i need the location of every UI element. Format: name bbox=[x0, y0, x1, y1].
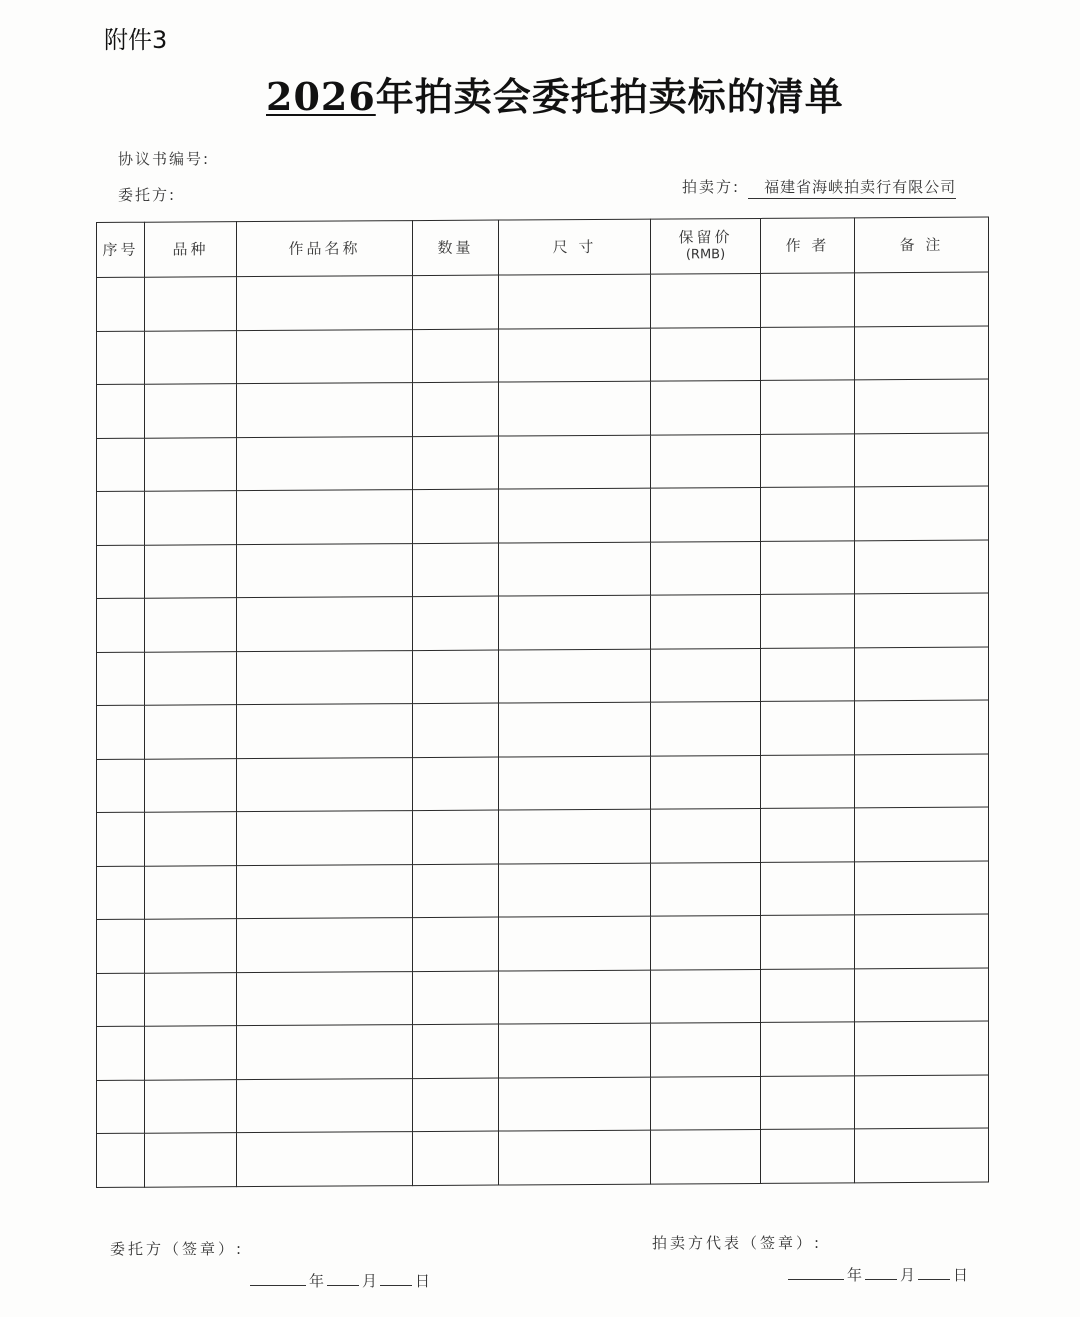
work-title-cell[interactable] bbox=[237, 383, 413, 438]
author-cell[interactable] bbox=[761, 273, 855, 327]
header-reserve-price-currency: (RMB) bbox=[685, 247, 726, 263]
work-title-cell[interactable] bbox=[237, 971, 413, 1026]
work-title-cell[interactable] bbox=[237, 276, 413, 331]
remarks-cell[interactable] bbox=[855, 433, 989, 487]
author-cell[interactable] bbox=[761, 861, 855, 915]
reserve-price-cell[interactable] bbox=[651, 327, 761, 381]
consignor-date-line bbox=[250, 1270, 433, 1291]
reserve-price-cell[interactable] bbox=[651, 862, 761, 916]
year-blank[interactable] bbox=[788, 1265, 844, 1280]
day-blank[interactable] bbox=[380, 1271, 412, 1286]
header-work-title: 作品名称 bbox=[237, 221, 413, 277]
serial-number-cell[interactable] bbox=[97, 759, 145, 813]
table-row bbox=[97, 272, 989, 331]
category-cell[interactable] bbox=[145, 491, 237, 545]
dimensions-cell[interactable] bbox=[499, 1077, 651, 1131]
dimensions-cell[interactable] bbox=[499, 595, 651, 649]
work-title-cell[interactable] bbox=[237, 490, 413, 545]
author-cell[interactable] bbox=[761, 647, 855, 701]
quantity-cell[interactable] bbox=[413, 1131, 499, 1185]
reserve-price-cell[interactable] bbox=[651, 434, 761, 488]
auctioneer-date-line bbox=[788, 1264, 971, 1285]
quantity-cell[interactable] bbox=[413, 810, 499, 864]
quantity-cell[interactable] bbox=[413, 596, 499, 650]
table-row bbox=[97, 861, 989, 920]
dimensions-cell[interactable] bbox=[499, 702, 651, 756]
category-cell[interactable] bbox=[145, 1026, 237, 1080]
remarks-cell[interactable] bbox=[855, 700, 989, 754]
quantity-cell[interactable] bbox=[413, 329, 499, 383]
serial-number-cell[interactable] bbox=[97, 331, 145, 385]
work-title-cell[interactable] bbox=[237, 329, 413, 384]
serial-number-cell[interactable] bbox=[97, 1080, 145, 1134]
author-cell[interactable] bbox=[761, 1075, 855, 1129]
serial-number-cell[interactable] bbox=[97, 438, 145, 492]
category-cell[interactable] bbox=[145, 544, 237, 598]
work-title-cell[interactable] bbox=[237, 1132, 413, 1187]
remarks-cell[interactable] bbox=[855, 486, 989, 540]
reserve-price-cell[interactable] bbox=[651, 1022, 761, 1076]
author-cell[interactable] bbox=[761, 1129, 855, 1183]
reserve-price-cell[interactable] bbox=[651, 648, 761, 702]
title-text: 年拍卖会委托拍卖标的清单 bbox=[375, 74, 844, 119]
serial-number-cell[interactable] bbox=[97, 973, 145, 1027]
reserve-price-cell[interactable] bbox=[651, 755, 761, 809]
quantity-cell[interactable] bbox=[413, 703, 499, 757]
serial-number-cell[interactable] bbox=[97, 1133, 145, 1187]
remarks-cell[interactable] bbox=[855, 272, 989, 326]
work-title-cell[interactable] bbox=[237, 597, 413, 652]
table-body bbox=[97, 272, 989, 1187]
category-cell[interactable] bbox=[145, 865, 237, 919]
category-cell[interactable] bbox=[145, 598, 237, 652]
quantity-cell[interactable] bbox=[413, 382, 499, 436]
serial-number-cell[interactable] bbox=[97, 545, 145, 599]
remarks-cell[interactable] bbox=[855, 807, 989, 861]
table-row bbox=[97, 700, 989, 759]
table-row bbox=[97, 326, 989, 385]
reserve-price-cell[interactable] bbox=[651, 915, 761, 969]
remarks-cell[interactable] bbox=[855, 647, 989, 701]
remarks-cell[interactable] bbox=[855, 914, 989, 968]
table-row bbox=[97, 807, 989, 866]
quantity-cell[interactable] bbox=[413, 917, 499, 971]
quantity-cell[interactable] bbox=[413, 757, 499, 811]
auctioneer-company-name: 福建省海峡拍卖行有限公司 bbox=[748, 176, 956, 199]
serial-number-cell[interactable] bbox=[97, 277, 145, 331]
dimensions-cell[interactable] bbox=[499, 809, 651, 863]
table-header-row bbox=[97, 217, 989, 277]
work-title-cell[interactable] bbox=[237, 918, 413, 973]
auctioneer-field bbox=[682, 176, 956, 199]
auctioneer-label: 拍卖方: bbox=[682, 178, 741, 196]
work-title-cell[interactable] bbox=[237, 704, 413, 759]
document-title bbox=[266, 66, 844, 121]
consignment-list-table bbox=[96, 217, 989, 1188]
category-cell[interactable] bbox=[145, 1133, 237, 1187]
quantity-cell[interactable] bbox=[413, 436, 499, 490]
author-cell[interactable] bbox=[761, 433, 855, 487]
month-unit: 月 bbox=[900, 1266, 916, 1284]
category-cell[interactable] bbox=[145, 972, 237, 1026]
work-title-cell[interactable] bbox=[237, 650, 413, 705]
agreement-number-label: 协议书编号: bbox=[118, 150, 211, 168]
consignor-label: 委托方: bbox=[118, 186, 177, 204]
dimensions-cell[interactable] bbox=[499, 488, 651, 542]
dimensions-cell[interactable] bbox=[499, 649, 651, 703]
dimensions-cell[interactable] bbox=[499, 916, 651, 970]
table-row bbox=[97, 540, 989, 599]
serial-number-cell[interactable] bbox=[97, 919, 145, 973]
reserve-price-cell[interactable] bbox=[651, 701, 761, 755]
reserve-price-cell[interactable] bbox=[651, 380, 761, 434]
remarks-cell[interactable] bbox=[855, 326, 989, 380]
dimensions-cell[interactable] bbox=[499, 1023, 651, 1077]
work-title-cell[interactable] bbox=[237, 436, 413, 491]
table-row bbox=[97, 1075, 989, 1134]
author-cell[interactable] bbox=[761, 380, 855, 434]
serial-number-cell[interactable] bbox=[97, 652, 145, 706]
dimensions-cell[interactable] bbox=[499, 756, 651, 810]
category-cell[interactable] bbox=[145, 330, 237, 384]
serial-number-cell[interactable] bbox=[97, 491, 145, 545]
category-cell[interactable] bbox=[145, 919, 237, 973]
year-unit: 年 bbox=[847, 1266, 863, 1284]
serial-number-cell[interactable] bbox=[97, 705, 145, 759]
month-blank[interactable] bbox=[865, 1265, 897, 1280]
consignor-signature-label: 委托方（签章）: bbox=[110, 1240, 245, 1258]
remarks-cell[interactable] bbox=[855, 540, 989, 594]
reserve-price-cell[interactable] bbox=[651, 1129, 761, 1183]
year-unit: 年 bbox=[309, 1272, 325, 1290]
serial-number-cell[interactable] bbox=[97, 866, 145, 920]
table-row bbox=[97, 1128, 989, 1187]
category-cell[interactable] bbox=[145, 705, 237, 759]
quantity-cell[interactable] bbox=[413, 864, 499, 918]
work-title-cell[interactable] bbox=[237, 1025, 413, 1080]
remarks-cell[interactable] bbox=[855, 379, 989, 433]
category-cell[interactable] bbox=[145, 1079, 237, 1133]
reserve-price-cell[interactable] bbox=[651, 1076, 761, 1130]
table-row bbox=[97, 754, 989, 813]
dimensions-cell[interactable] bbox=[499, 1130, 651, 1184]
author-cell[interactable] bbox=[761, 701, 855, 755]
serial-number-cell[interactable] bbox=[97, 384, 145, 438]
reserve-price-cell[interactable] bbox=[651, 969, 761, 1023]
year-blank[interactable] bbox=[250, 1271, 306, 1286]
attachment-label: 附件3 bbox=[104, 26, 168, 54]
day-unit: 日 bbox=[415, 1272, 431, 1290]
category-cell[interactable] bbox=[145, 437, 237, 491]
table-row bbox=[97, 379, 989, 438]
quantity-cell[interactable] bbox=[413, 489, 499, 543]
serial-number-cell[interactable] bbox=[97, 598, 145, 652]
header-category: 品种 bbox=[145, 222, 237, 278]
table-row bbox=[97, 486, 989, 545]
table-row bbox=[97, 647, 989, 706]
work-title-cell[interactable] bbox=[237, 757, 413, 812]
reserve-price-cell[interactable] bbox=[651, 808, 761, 862]
author-cell[interactable] bbox=[761, 594, 855, 648]
remarks-cell[interactable] bbox=[855, 1128, 989, 1182]
reserve-price-cell[interactable] bbox=[651, 487, 761, 541]
remarks-cell[interactable] bbox=[855, 968, 989, 1022]
author-cell[interactable] bbox=[761, 915, 855, 969]
header-serial-number: 序号 bbox=[97, 222, 145, 277]
work-title-cell[interactable] bbox=[237, 1078, 413, 1133]
author-cell[interactable] bbox=[761, 754, 855, 808]
day-blank[interactable] bbox=[918, 1265, 950, 1280]
serial-number-cell[interactable] bbox=[97, 812, 145, 866]
header-dimensions: 尺 寸 bbox=[499, 219, 651, 275]
author-cell[interactable] bbox=[761, 808, 855, 862]
quantity-cell[interactable] bbox=[413, 1078, 499, 1132]
category-cell[interactable] bbox=[145, 758, 237, 812]
table-row bbox=[97, 1021, 989, 1080]
category-cell[interactable] bbox=[145, 384, 237, 438]
remarks-cell[interactable] bbox=[855, 1021, 989, 1075]
header-quantity: 数量 bbox=[413, 220, 499, 276]
quantity-cell[interactable] bbox=[413, 1024, 499, 1078]
quantity-cell[interactable] bbox=[413, 543, 499, 597]
quantity-cell[interactable] bbox=[413, 275, 499, 329]
table-row bbox=[97, 968, 989, 1027]
title-year: 2026 bbox=[266, 74, 376, 119]
author-cell[interactable] bbox=[761, 968, 855, 1022]
day-unit: 日 bbox=[953, 1266, 969, 1284]
quantity-cell[interactable] bbox=[413, 971, 499, 1025]
header-author: 作 者 bbox=[761, 218, 855, 274]
month-unit: 月 bbox=[362, 1272, 378, 1290]
dimensions-cell[interactable] bbox=[499, 274, 651, 328]
category-cell[interactable] bbox=[145, 277, 237, 331]
table-row bbox=[97, 593, 989, 652]
category-cell[interactable] bbox=[145, 651, 237, 705]
dimensions-cell[interactable] bbox=[499, 381, 651, 435]
quantity-cell[interactable] bbox=[413, 650, 499, 704]
author-cell[interactable] bbox=[761, 326, 855, 380]
table-row bbox=[97, 914, 989, 973]
header-reserve-price: 保留价 (RMB) bbox=[651, 218, 761, 274]
remarks-cell[interactable] bbox=[855, 861, 989, 915]
reserve-price-cell[interactable] bbox=[651, 273, 761, 327]
author-cell[interactable] bbox=[761, 487, 855, 541]
remarks-cell[interactable] bbox=[855, 593, 989, 647]
serial-number-cell[interactable] bbox=[97, 1026, 145, 1080]
dimensions-cell[interactable] bbox=[499, 970, 651, 1024]
auctioneer-signature-label: 拍卖方代表（签章）: bbox=[652, 1234, 823, 1252]
work-title-cell[interactable] bbox=[237, 864, 413, 919]
dimensions-cell[interactable] bbox=[499, 863, 651, 917]
dimensions-cell[interactable] bbox=[499, 328, 651, 382]
reserve-price-cell[interactable] bbox=[651, 541, 761, 595]
dimensions-cell[interactable] bbox=[499, 435, 651, 489]
author-cell[interactable] bbox=[761, 540, 855, 594]
remarks-cell[interactable] bbox=[855, 754, 989, 808]
reserve-price-cell[interactable] bbox=[651, 594, 761, 648]
work-title-cell[interactable] bbox=[237, 811, 413, 866]
category-cell[interactable] bbox=[145, 812, 237, 866]
author-cell[interactable] bbox=[761, 1022, 855, 1076]
work-title-cell[interactable] bbox=[237, 543, 413, 598]
header-remarks: 备 注 bbox=[855, 217, 989, 273]
remarks-cell[interactable] bbox=[855, 1075, 989, 1129]
table-row bbox=[97, 433, 989, 492]
dimensions-cell[interactable] bbox=[499, 542, 651, 596]
month-blank[interactable] bbox=[327, 1271, 359, 1286]
